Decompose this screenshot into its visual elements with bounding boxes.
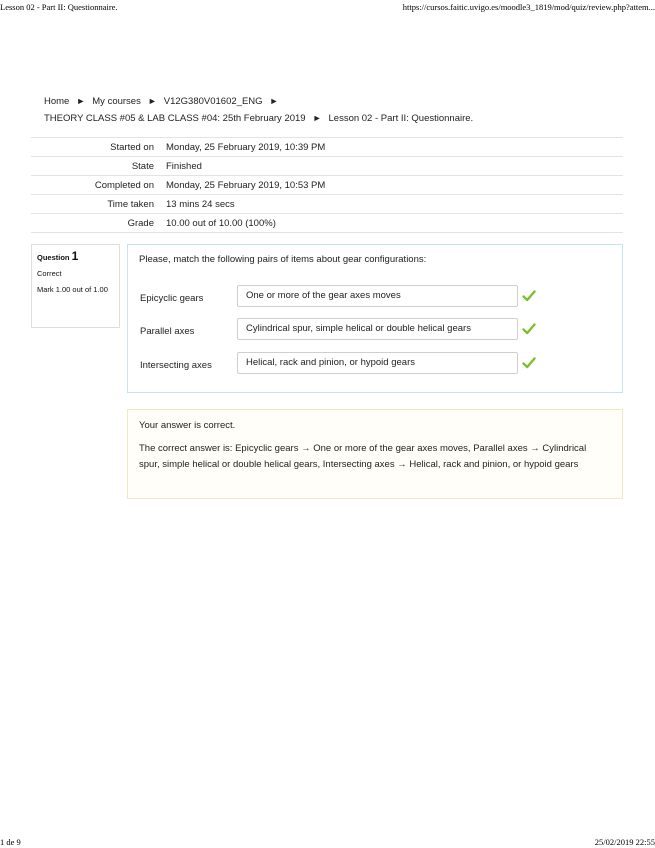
feedback-result: Your answer is correct. — [139, 420, 236, 431]
match-answer-select[interactable]: Cylindrical spur, simple helical or double helical gears — [237, 318, 518, 340]
match-stem: Intersecting axes — [140, 360, 212, 371]
check-icon — [522, 322, 536, 336]
question-number: 1 — [71, 249, 79, 263]
question-info — [31, 244, 120, 328]
question-formulation — [127, 244, 623, 393]
summary-value: 13 mins 24 secs — [166, 198, 235, 210]
breadcrumb-home[interactable]: Home — [44, 96, 70, 107]
print-title: Lesson 02 - Part II: Questionnaire. — [0, 2, 118, 12]
quiz-summary-table — [31, 137, 623, 233]
summary-value: Monday, 25 February 2019, 10:39 PM — [166, 141, 326, 153]
breadcrumb-my-courses[interactable]: My courses — [92, 96, 141, 107]
question-state: Correct — [37, 269, 62, 278]
summary-row — [31, 195, 623, 214]
summary-row — [31, 214, 623, 233]
summary-label: Grade — [127, 217, 154, 229]
summary-row — [31, 157, 623, 176]
question-label: Question — [37, 253, 70, 262]
match-answer-select[interactable]: Helical, rack and pinion, or hypoid gears — [237, 352, 518, 374]
summary-value: Monday, 25 February 2019, 10:53 PM — [166, 179, 326, 191]
print-url: https://cursos.faitic.uvigo.es/moodle3_1819/mod/quiz/review.php?attem... — [402, 2, 655, 12]
check-icon — [522, 356, 536, 370]
match-answer-select[interactable]: One or more of the gear axes moves — [237, 285, 518, 307]
breadcrumb-separator: ► — [312, 113, 322, 123]
summary-row — [31, 176, 623, 195]
breadcrumb-quiz[interactable]: Lesson 02 - Part II: Questionnaire. — [328, 113, 474, 124]
check-icon — [522, 289, 536, 303]
question-feedback — [127, 409, 623, 499]
match-stem: Parallel axes — [140, 326, 195, 337]
summary-value: 10.00 out of 10.00 (100%) — [166, 217, 276, 229]
feedback-right-answer: The correct answer is: Epicyclic gears → One or more of the gear axes moves, Parallel axes → Cylindrical spur, simple helical or double helical gears, Intersecting axes → Helical, rack and pinion, or hypoid gears — [139, 443, 587, 470]
summary-row — [31, 138, 623, 157]
breadcrumb-separator: ► — [269, 96, 279, 106]
breadcrumb-section[interactable]: THEORY CLASS #05 & LAB CLASS #04: 25th February 2019 — [44, 113, 306, 124]
print-datetime: 25/02/2019 22:55 — [594, 837, 655, 847]
breadcrumb-separator: ► — [147, 96, 157, 106]
summary-label: Completed on — [94, 179, 154, 191]
summary-value: Finished — [166, 160, 202, 172]
breadcrumb-course[interactable]: V12G380V01602_ENG — [163, 96, 263, 107]
question-prompt: Please, match the following pairs of items about gear configurations: — [139, 254, 427, 265]
breadcrumb — [44, 93, 473, 127]
summary-label: State — [131, 160, 154, 172]
print-page-number: 1 de 9 — [0, 837, 21, 847]
question-mark: Mark 1.00 out of 1.00 — [37, 285, 108, 294]
match-stem: Epicyclic gears — [140, 293, 204, 304]
summary-label: Started on — [110, 141, 154, 153]
summary-label: Time taken — [107, 198, 154, 210]
breadcrumb-separator: ► — [76, 96, 86, 106]
